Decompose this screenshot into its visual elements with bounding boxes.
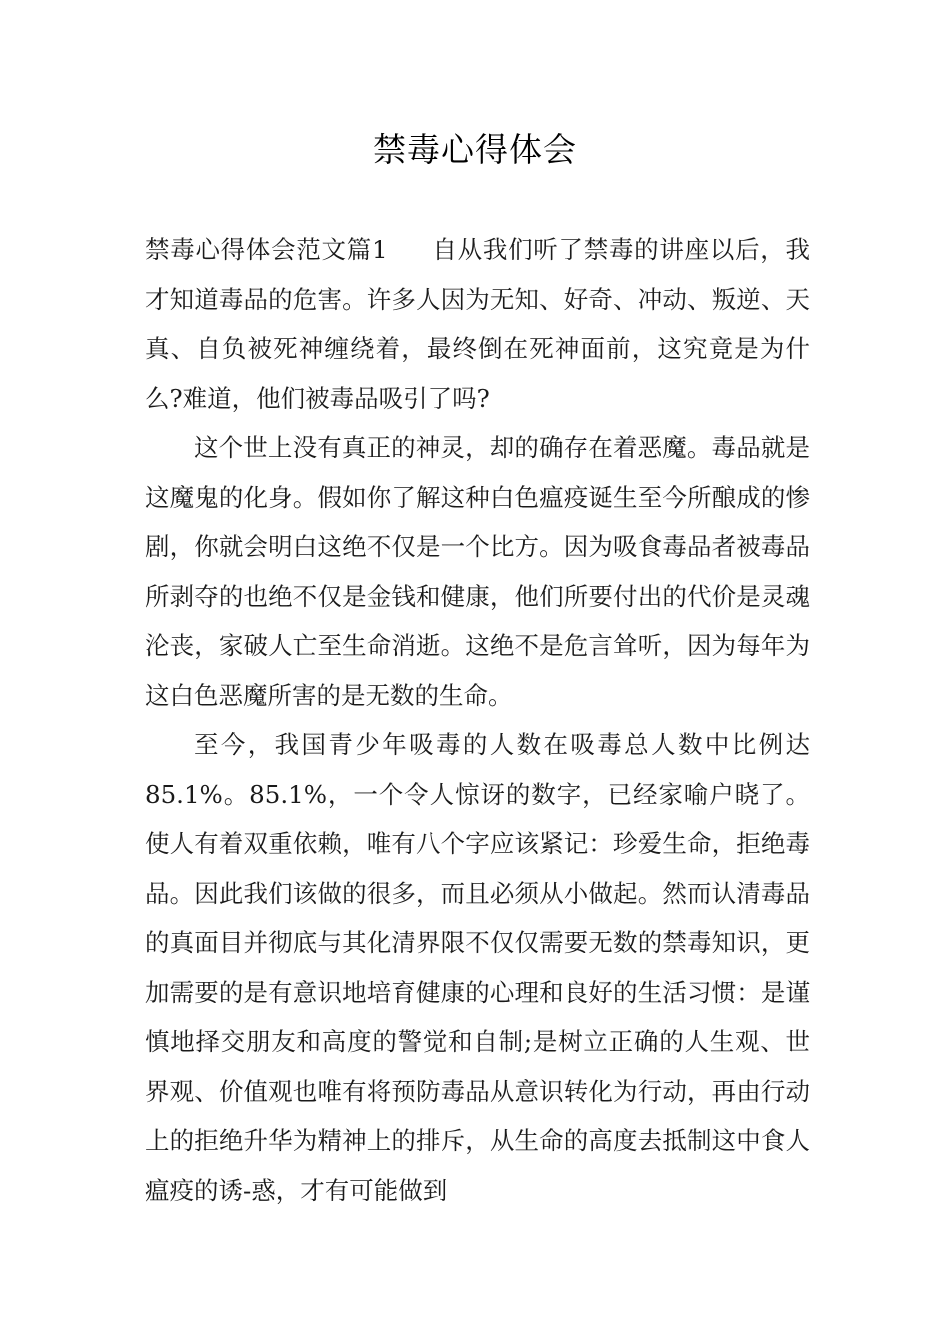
document-body bbox=[145, 225, 810, 1215]
paragraph-3: 至今，我国青少年吸毒的人数在吸毒总人数中比例达85.1%。85.1%，一个令人惊讶的数字，已经家喻户晓了。使人有着双重依赖，唯有八个字应该紧记：珍爱生命，拒绝毒品。因此我们该做的很多，而且必须从小做起。然而认清毒品的真面目并彻底与其化清界限不仅仅需要无数的禁毒知识，更加需要的是有意识地培育健康的心理和良好的生活习惯：是谨慎地择交朋友和高度的警觉和自制;是树立正确的人生观、世界观、价值观也唯有将预防毒品从意识转化为行动，再由行动上的拒绝升华为精神上的排斥，从生命的高度去抵制这中食人瘟疫的诱-惑，才有可能做到 bbox=[145, 730, 810, 1205]
paragraph-1-text: 自从我们听了禁毒的讲座以后，我才知道毒品的危害。许多人因为无知、好奇、冲动、叛逆、天真、自负被死神缠绕着，最终倒在死神面前，这究竟是为什么?难道，他们被毒品吸引了吗? bbox=[145, 235, 811, 413]
section-label: 禁毒心得体会范文篇1 bbox=[145, 235, 388, 264]
paragraph-2: 这个世上没有真正的神灵，却的确存在着恶魔。毒品就是这魔鬼的化身。假如你了解这种白色瘟疫诞生至今所酿成的惨剧，你就会明白这绝不仅是一个比方。因为吸食毒品者被毒品所剥夺的也绝不仅是金钱和健康，他们所要付出的代价是灵魂沦丧，家破人亡至生命消逝。这绝不是危言耸听，因为每年为这白色恶魔所害的是无数的生命。 bbox=[145, 433, 810, 710]
paragraph-1 bbox=[145, 225, 810, 423]
page-title: 禁毒心得体会 bbox=[373, 130, 577, 169]
